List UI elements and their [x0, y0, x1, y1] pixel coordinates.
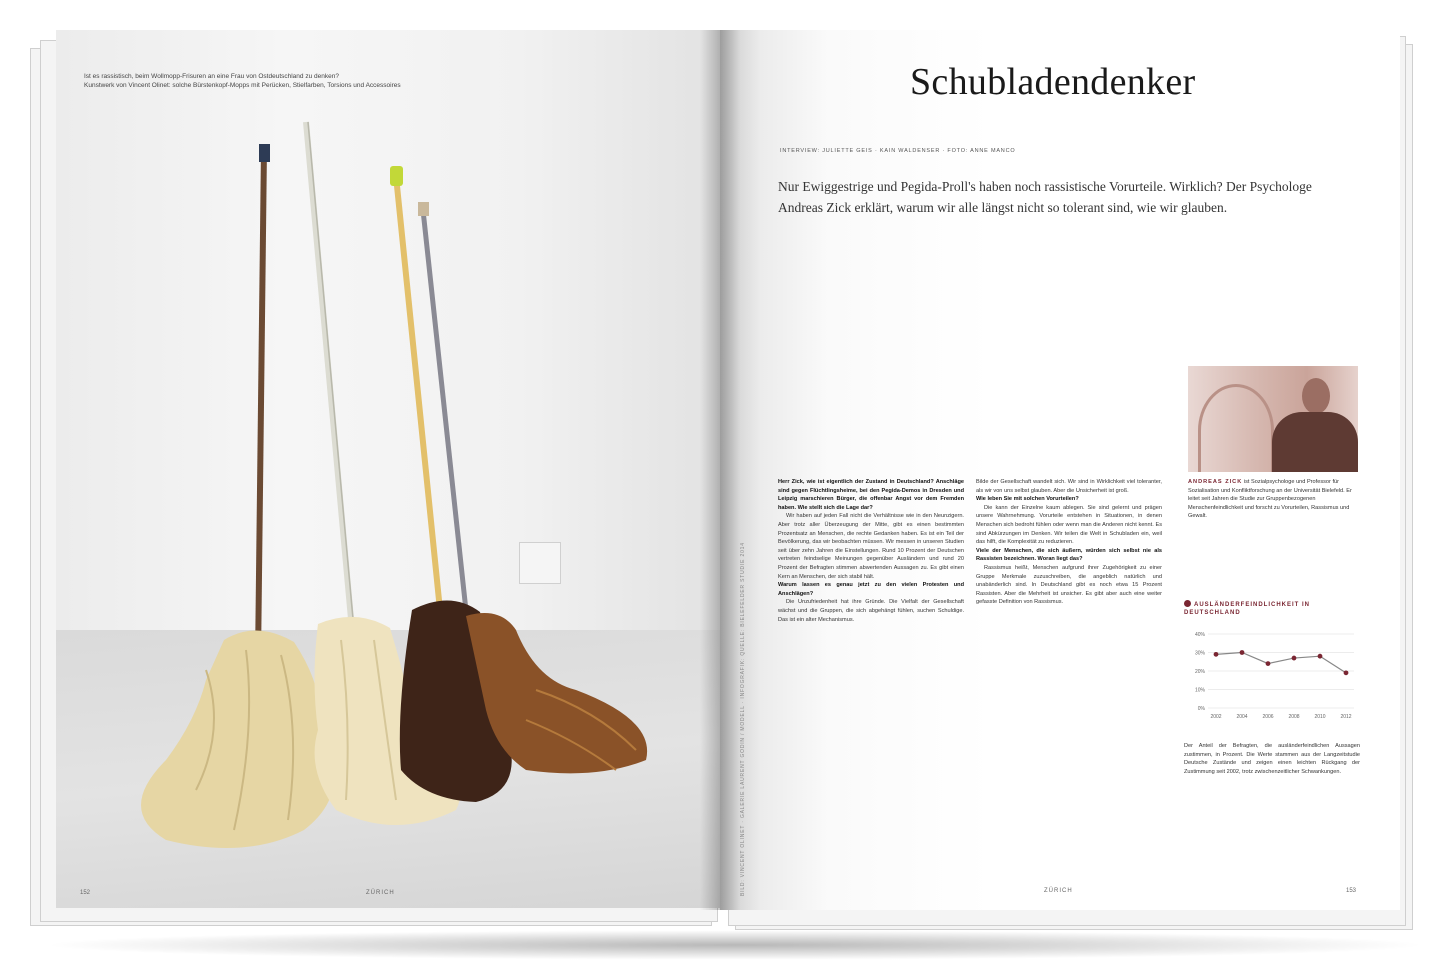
data-point — [1266, 661, 1271, 666]
x-tick-label: 2002 — [1210, 714, 1222, 720]
author-name: ANDREAS ZICK — [1188, 479, 1243, 485]
mop-artwork-photo — [56, 30, 720, 908]
y-tick-label: 40% — [1194, 632, 1205, 638]
caption-line-1: Ist es rassistisch, beim Wollmopp-Frisuren an eine Frau von Ostdeutschland zu denken? — [84, 73, 339, 80]
chart-bullet-icon — [1184, 600, 1191, 607]
y-tick-label: 20% — [1194, 669, 1205, 675]
interview-question: Wie leben Sie mit solchen Vorurteilen? — [976, 496, 1079, 503]
chart-title-text: AUSLÄNDERFEINDLICHKEIT IN DEUTSCHLAND — [1184, 602, 1310, 616]
left-page — [56, 30, 720, 908]
data-point — [1240, 650, 1245, 655]
article-column-1 — [778, 478, 964, 624]
portrait-background-arch — [1198, 384, 1274, 472]
article-byline: INTERVIEW: JULIETTE GEIS · KAIN WALDENSER · FOTO: ANNE MANCO — [780, 148, 1016, 154]
running-head-right: ZÜRICH — [1044, 888, 1073, 894]
mop-handle-2 — [306, 122, 352, 630]
interview-question: Warum lassen es genau jetzt zu den vielen Protesten und Anschlägen? — [778, 582, 964, 597]
interview-answer: Bilde der Gesellschaft wandelt sich. Wir sind in Wirklichkeit viel toleranter, als wir von uns selbst glauben. Aber die Unsicherheit ist groß. — [976, 479, 1162, 494]
portrait-body — [1272, 412, 1358, 472]
data-point — [1344, 670, 1349, 675]
data-point — [1214, 652, 1219, 657]
interview-answer: Die kann der Einzelne kaum ablegen. Sie sind gelernt und prägen unsere Wahrnehmung. Vorurteile entstehen in Situationen, in denen Menschen sich bedroht fühlen oder wenn man die Anderen nicht kennt. Es sind Abkürzungen im Denken. Wir teilen die Welt in Schubladen ein, weil das hilft, die Komplexität zu reduzieren. — [976, 504, 1162, 546]
series-line — [1216, 653, 1346, 673]
y-tick-label: 0% — [1197, 706, 1205, 712]
interview-answer: Rassismus heißt, Menschen aufgrund ihrer Zugehörigkeit zu einer Gruppe Merkmale zuzuschreiben, die angeblich natürlich und unabänderlich sind. In Deutschland gibt es noch etwa 15 Prozent Rassisten. Aber die Mehrheit ist unsicher. Es gibt aber auch eine weiter gefasste Definition von Rassismus. — [976, 564, 1162, 606]
data-point — [1318, 654, 1323, 659]
author-bio-text: ist Sozialpsychologe und Professor für Sozialisation und Konfliktforschung an der Universität Bielefeld. Er leitet seit Jahren die Studie zur Gruppenbezogenen Menschenfeindlichkeit und forscht zu Vorurteilen, Rassismus und Gewalt. — [1188, 479, 1352, 520]
line-chart — [1184, 626, 1364, 736]
mop-handle-1-tip — [259, 144, 270, 162]
page-number-right: 153 — [1346, 888, 1357, 894]
portrait-head — [1302, 378, 1330, 414]
chart-title — [1184, 600, 1360, 617]
author-bio — [1188, 478, 1360, 521]
author-portrait — [1188, 366, 1358, 472]
article-headline: Schubladendenker — [910, 61, 1196, 103]
mop-handle-1 — [258, 148, 264, 660]
x-tick-label: 2012 — [1340, 714, 1352, 720]
article-column-2 — [976, 478, 1162, 607]
article-lead: Nur Ewiggestrige und Pegida-Proll's haben noch rassistische Vorurteile. Wirklich? Der Psychologe Andreas Zick erklärt, warum wir alle längst nicht so tolerant sind, wie wir glauben. — [778, 179, 1312, 215]
right-page — [720, 30, 1400, 910]
x-tick-label: 2006 — [1262, 714, 1274, 720]
interview-question: Viele der Menschen, die sich äußern, würden sich selbst nie als Rassisten bezeichnen. Woran liegt das? — [976, 547, 1162, 563]
x-tick-label: 2004 — [1236, 714, 1248, 720]
infographic-chart — [1184, 600, 1364, 740]
interview-answer: Wir haben auf jeden Fall nicht die Verhältnisse wie in den Neunzigern. Aber trotz aller Überzeugung der Mitte, gibt es einen bestimmten Prozentsatz an Menschen, die rechte Gedanken haben. Es ist ein Teil der Bevölkerung, das wir beobachten müssen. Wir messen in unseren Studien seit über zehn Jahren die Einstellungen. Rund 10 Prozent der Deutschen vertreten feindselige Meinungen gegenüber Ausländern und rund 20 Prozent der Befragten stimmen abwertenden Aussagen zu. Es gibt einen Kern an Menschen, der sich stabil hält. — [778, 513, 964, 580]
x-tick-label: 2010 — [1314, 714, 1326, 720]
data-point — [1292, 656, 1297, 661]
mop-handle-3 — [396, 176, 440, 610]
x-tick-label: 2008 — [1288, 714, 1300, 720]
chart-note — [1184, 742, 1360, 776]
y-tick-label: 30% — [1194, 650, 1205, 657]
chart-note-text: Der Anteil der Befragten, die ausländerfeindlichen Aussagen zustimmen, in Prozent. Die Werte stammen aus der Langzeitstudie Deutsche Zustände und zeigen einen leichten Rückgang der Zustimmung seit 2002, trotz zwischenzeitlicher Schwankungen. — [1184, 743, 1360, 775]
gutter-shadow — [700, 30, 740, 910]
interview-answer: Die Unzufriedenheit hat ihre Gründe. Die Vielfalt der Gesellschaft wächst und die Gruppen, die sich abgehängt fühlen, suchen Schuldige. Das ist ein alter Mechanismus. — [778, 599, 964, 623]
photo-caption — [84, 72, 524, 90]
caption-line-2: Kunstwerk von Vincent Olinet: solche Bürstenkopf-Mopps mit Perücken, Stielfarben, Torsions und Accessoires — [84, 82, 401, 89]
photo-credit-vertical: BILD: VINCENT OLINET · GALERIE LAURENT GODIN / MODELL · INFOGRAFIK: QUELLE: BIELEFELDER STUDIE 2014 — [740, 542, 746, 896]
mop-handle-3-tip — [390, 166, 403, 186]
running-head-left: ZÜRICH — [366, 890, 395, 896]
book-shadow — [40, 930, 1430, 960]
mop-handle-4 — [423, 210, 467, 620]
y-tick-label: 10% — [1194, 687, 1205, 694]
interview-question: Herr Zick, wie ist eigentlich der Zustand in Deutschland? Anschläge sind gegen Flüchtlingsheime, bei den Pegida-Demos in Dresden und Leipzig marschieren Bürger, die offenbar Angst vor dem Fremden haben. Wie stellt sich die Lage dar? — [778, 479, 964, 511]
page-number-left: 152 — [80, 890, 91, 896]
